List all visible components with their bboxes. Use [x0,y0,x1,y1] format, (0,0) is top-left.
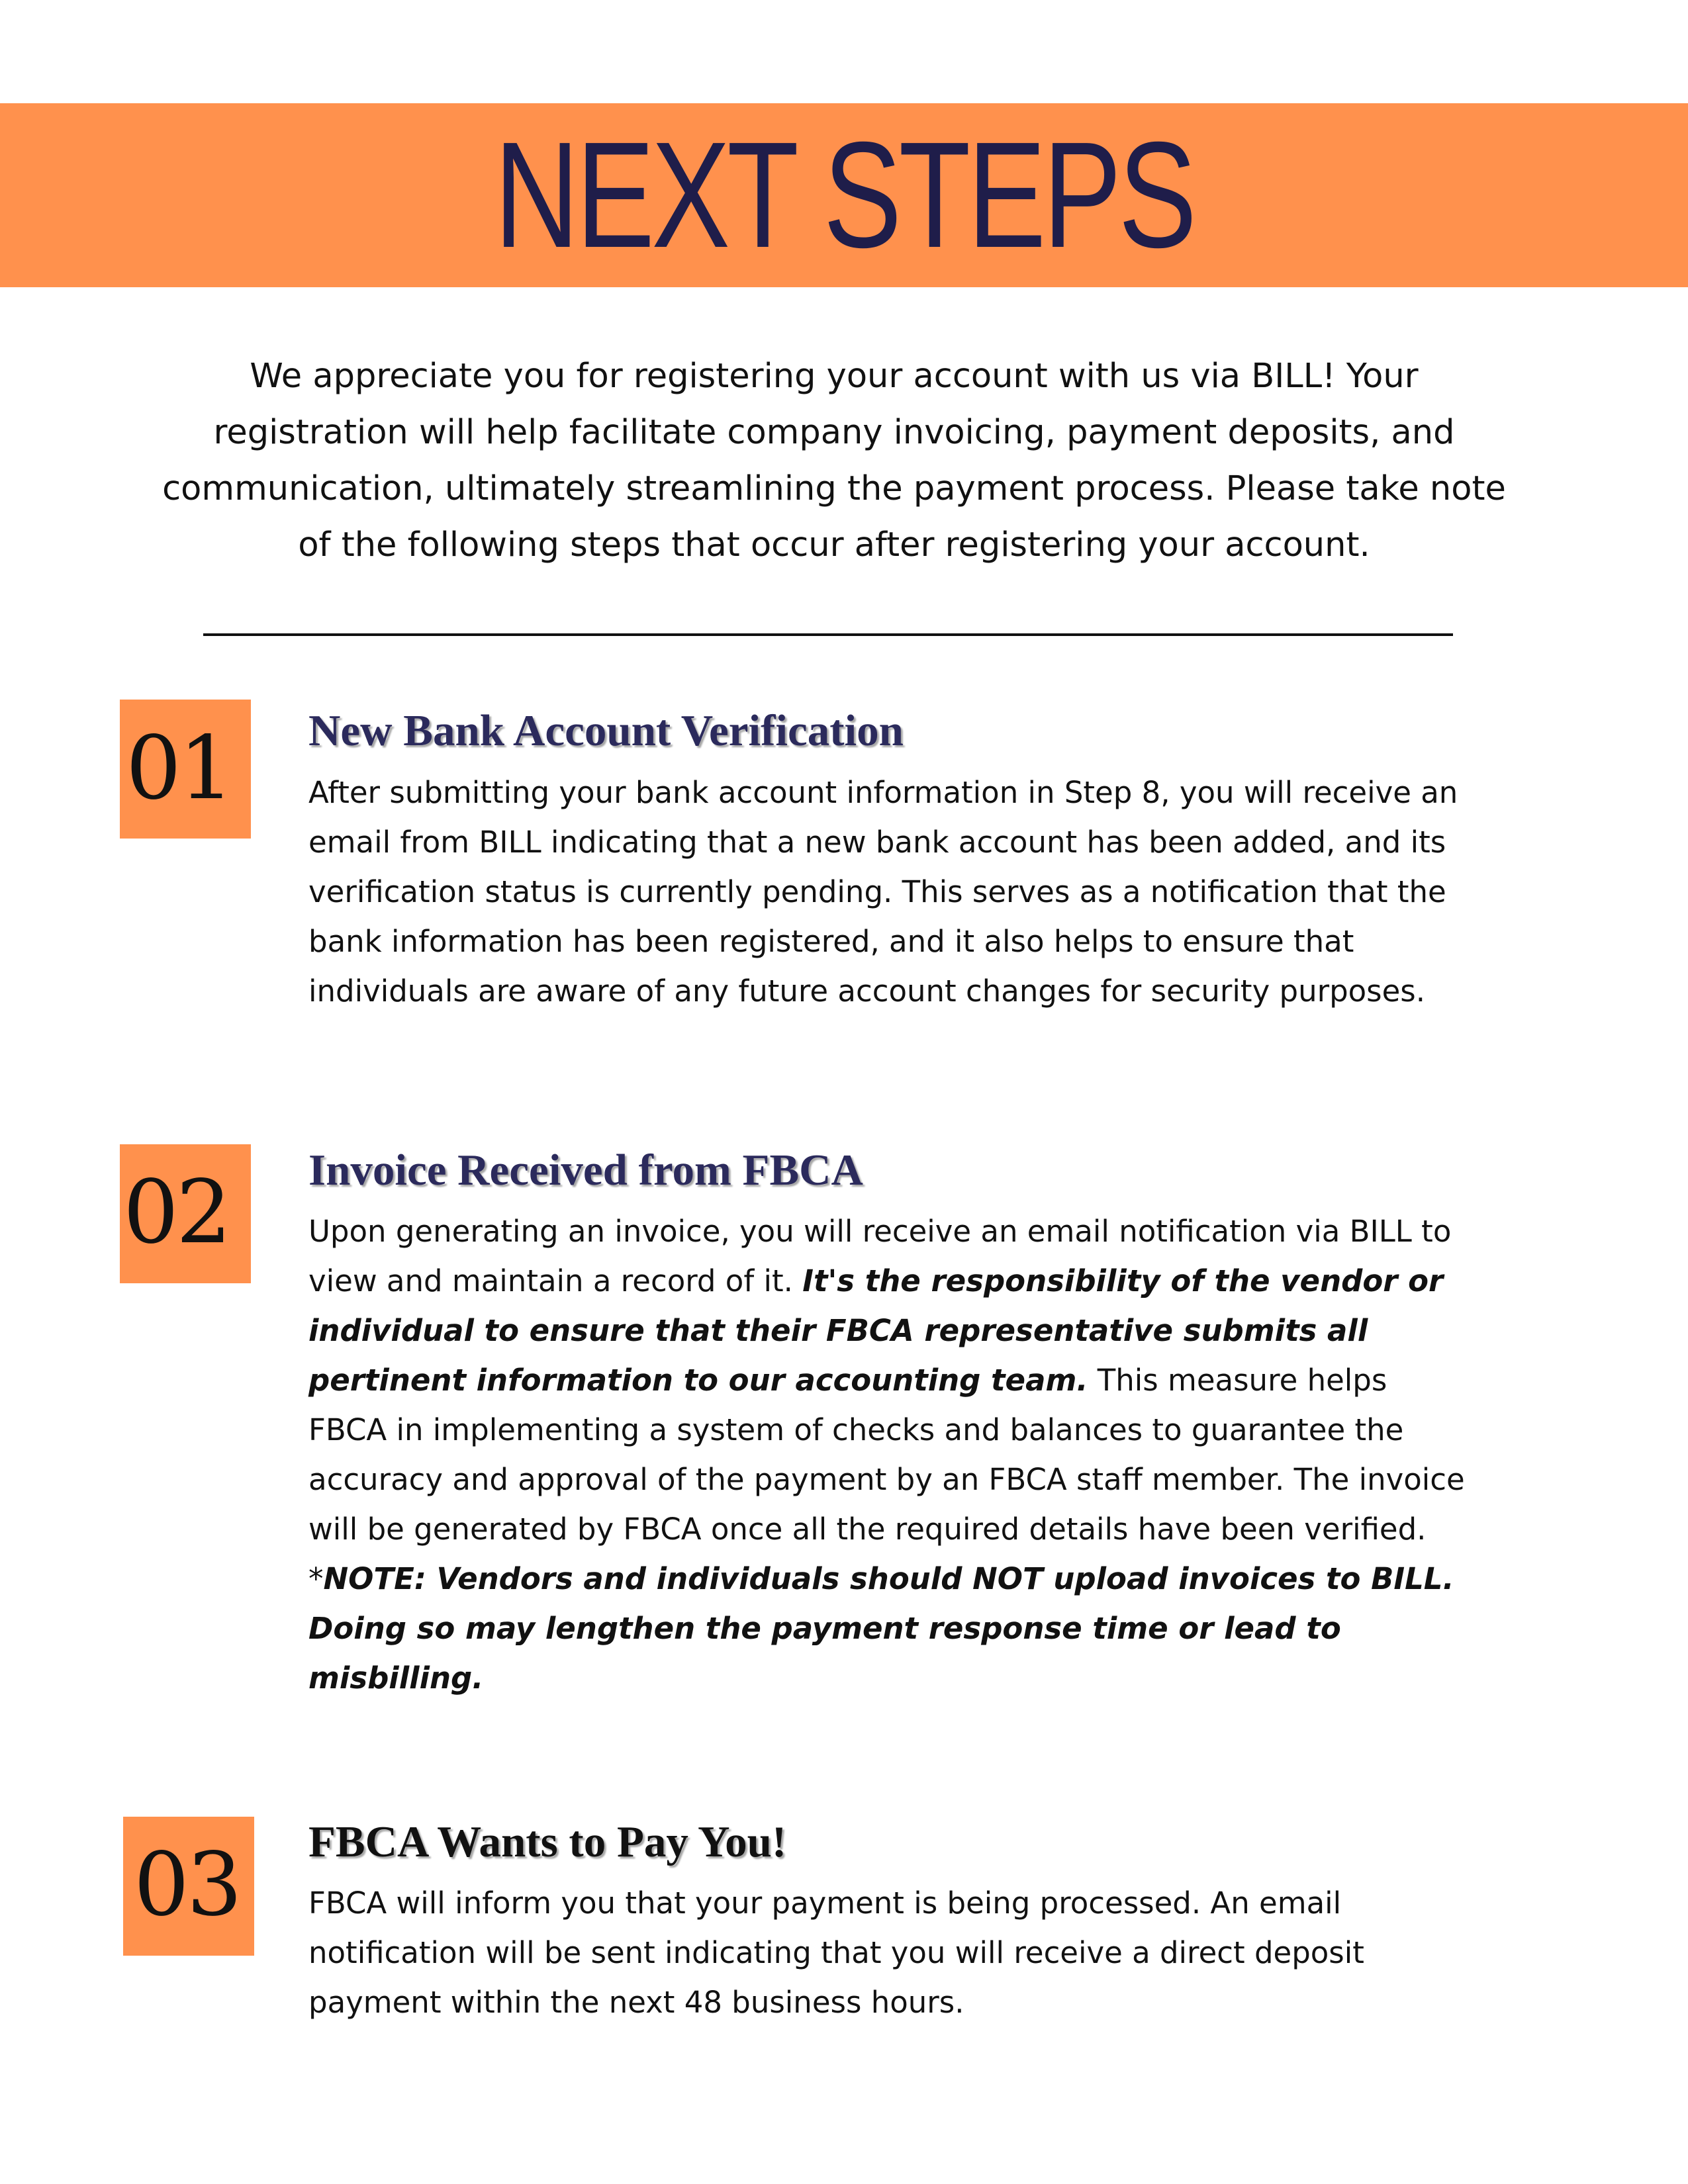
page-title: NEXT STEPS [494,111,1194,279]
step-2-note-text: NOTE: Vendors and individuals should NOT upload invoices to BILL. Doing so may lengthen the payment response time or lead to misbilling. [308,1561,1454,1696]
step-1-number: 01 [126,717,232,819]
step-3-number: 03 [134,1834,240,1936]
step-3-title: FBCA Wants to Pay You! [308,1817,787,1866]
step-2-note [308,1554,1474,1703]
step-2-note-prefix: * [308,1561,324,1596]
step-3-body: FBCA will inform you that your payment is being processed. An email notification will be sent indicating that you will receive a direct deposit payment within the next 48 business hours. [308,1886,1364,2020]
step-2-number: 02 [123,1161,229,1263]
intro-paragraph: We appreciate you for registering your account with us via BILL! Your registration will help facilitate company invoicing, payment deposits, and communication, ultimately streamlining the payment process. Please take note of the following steps that occur after registering your account. [162,357,1506,565]
step-2-body [308,1206,1474,1703]
step-2-body-emphasis: It's the responsibility of the vendor or individual to ensure that their FBCA representative submits all pertinent information to our accounting team. [308,1263,1444,1398]
step-2-body-text-continued: This measure helps FBCA in implementing a system of checks and balances to guarantee the accuracy and approval of the payment by an FBCA staff member. The invoice will be generated by FBCA once all the required details have been verified. [308,1363,1465,1547]
step-1-body: After submitting your bank account information in Step 8, you will receive an email from BILL indicating that a new bank account has been added, and its verification status is currently pending. This serves as a notification that the bank information has been registered, and it also helps to ensure that individuals are aware of any future account changes for security purposes. [308,775,1458,1009]
step-2-title: Invoice Received from FBCA [308,1146,863,1195]
step-1-title: New Bank Account Verification [308,706,904,755]
header-banner [0,103,1688,287]
step-2-body-text: Upon generating an invoice, you will receive an email notification via BILL to view and maintain a record of it. [308,1214,1452,1298]
divider [203,633,1453,636]
